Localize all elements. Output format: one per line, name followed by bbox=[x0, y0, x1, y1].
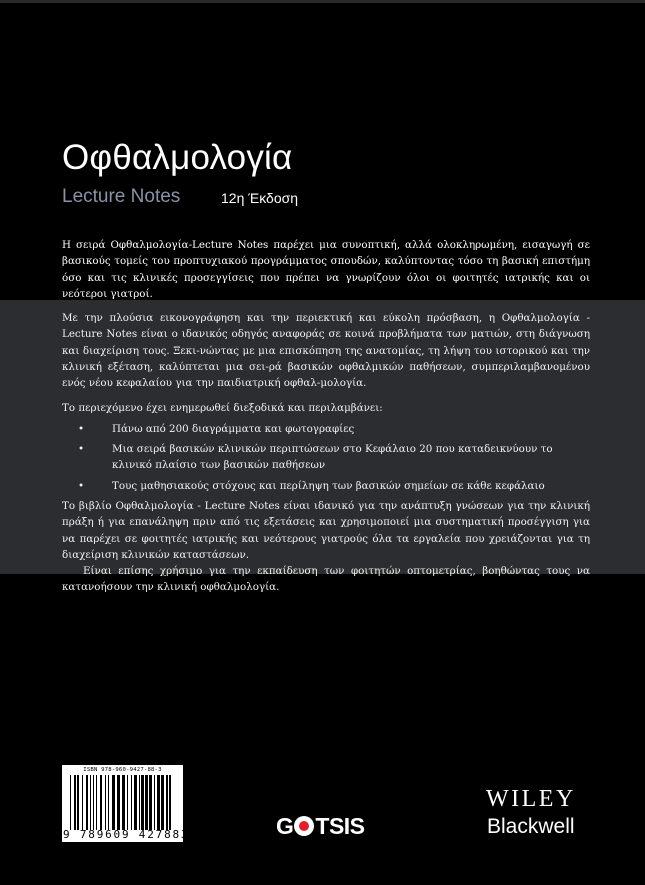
top-edge-line bbox=[0, 0, 645, 3]
barcode-bar bbox=[134, 775, 137, 830]
feature-list-item bbox=[62, 441, 590, 474]
series-name: Lecture Notes bbox=[62, 186, 181, 207]
gotsis-logo-text-start: G bbox=[276, 813, 294, 839]
barcode-bar bbox=[117, 775, 120, 830]
feature-list-item bbox=[62, 478, 590, 494]
wiley-logo: WILEY bbox=[486, 786, 576, 812]
isbn-barcode bbox=[62, 765, 190, 842]
barcode-bar bbox=[90, 775, 91, 830]
edition-label: 12η Έκδοση bbox=[221, 190, 299, 206]
feature-list-item bbox=[62, 421, 590, 437]
barcode-bar bbox=[145, 775, 148, 830]
barcode-bars-icon bbox=[70, 775, 178, 830]
barcode-bar bbox=[166, 775, 168, 830]
barcode-bar bbox=[105, 775, 106, 830]
barcode-bar bbox=[96, 775, 97, 830]
barcode-bar bbox=[82, 775, 83, 830]
isbn-number: ISBN 978-960-9427-88-3 bbox=[83, 767, 162, 773]
intro-paragraph: Η σειρά Οφθαλμολογία-Lecture Notes παρέχει μια συνοπτική, αλλά ολοκληρωμένη, εισαγωγή σε βασικούς τομείς του προπτυχιακού προγράμματος σπουδών, καλύπτοντας τόσο τη βασική επιστήμη όσο και τις κλινικές προσεγγίσεις που πρέπει να γνωρίζουν όλοι οι φοιτητές ιατρικής και οι νεότεροι γιατροί. bbox=[62, 239, 590, 300]
description-band bbox=[0, 300, 645, 594]
barcode-bar bbox=[149, 775, 152, 830]
description-paragraph-2: Το περιεχόμενο έχει ενημερωθεί διεξοδικά και περιλαμβάνει: bbox=[62, 402, 383, 415]
description-paragraph-4: Είναι επίσης χρήσιμο για την εκπαίδευση των φοιτητών οπτομετρίας, βοηθώντας τους να κατανοήσουν την κλινική οφθαλμολογία. bbox=[62, 565, 590, 594]
barcode-bar bbox=[93, 775, 94, 830]
blackwell-logo: Blackwell bbox=[487, 815, 575, 838]
bullet-icon: • bbox=[78, 443, 85, 456]
bullet-icon: • bbox=[78, 479, 85, 492]
gotsis-logo-dot-icon bbox=[294, 816, 314, 836]
feature-text: Τους μαθησιακούς στόχους και περίληψη των βασικών σημείων σε κάθε κεφάλαιο bbox=[112, 479, 545, 492]
barcode-bar bbox=[127, 775, 128, 830]
gotsis-logo bbox=[276, 813, 365, 839]
barcode-bar bbox=[161, 775, 164, 830]
barcode-bar bbox=[169, 775, 171, 830]
feature-list bbox=[62, 421, 590, 494]
barcode-bar bbox=[139, 775, 140, 830]
feature-text: Πάνω από 200 διαγράμματα και φωτογραφίες bbox=[112, 422, 355, 435]
barcode-bar bbox=[112, 775, 115, 830]
gotsis-logo-text-end: TSIS bbox=[315, 813, 365, 839]
book-title: Οφθαλμολογία bbox=[62, 138, 293, 177]
barcode-bar bbox=[74, 775, 76, 830]
barcode-bar bbox=[100, 775, 102, 830]
barcode-bar bbox=[77, 775, 79, 830]
barcode-bar bbox=[154, 775, 155, 830]
ean-number: 9 789609 427883 bbox=[63, 828, 190, 841]
barcode-bar bbox=[86, 775, 88, 830]
feature-text: Μια σειρά βασικών κλινικών περιπτώσεων στο Κεφάλαιο 20 που καταδεικνύουν το κλινικό πλαίσιο των βασικών παθήσεων bbox=[112, 443, 553, 472]
barcode-bar bbox=[108, 775, 109, 830]
barcode-bar bbox=[70, 775, 71, 830]
description-paragraph-3: Το βιβλίο Οφθαλμολογία - Lecture Notes είναι ιδανικό για την ανάπτυξη γνώσεων για την κλινική πράξη ή για επανάληψη πριν από τις εξετάσεις και χρησιμοποιεί μια συστηματική προσέγγιση για να παρέχει σε φοιτητές ιατρικής και νεότερους γιατρούς όλα τα εργαλεία που χρειάζονται για τη διαχείριση κλινικών καταστάσεων. bbox=[62, 499, 590, 561]
description-paragraph-1: Με την πλούσια εικονογράφηση και την περιεκτική και εύκολη πρόσβαση, η Οφθαλμολογία - Lecture Notes είναι ο ιδανικός οδηγός αναφοράς σε κοινά προβλήματα των ματιών, στη διάγνωση και διαχείριση τους. Ξεκι-νώντας με μια επισκόπηση της ανατομίας, τη λήψη του ιστορικού και την κλινική εξέταση, καλύπτεται μια σει-ρά βασικών οφθαλμικών παθήσεων, συμπεριλαμβανομένου ενός νέου κεφαλαίου για την παιδιατρική οφθαλ-μολογία. bbox=[62, 312, 590, 390]
barcode-bar bbox=[157, 775, 160, 830]
barcode-bar bbox=[122, 775, 125, 830]
barcode-bar bbox=[141, 775, 144, 830]
description-content bbox=[62, 310, 590, 596]
bullet-icon: • bbox=[78, 422, 85, 435]
barcode-bar bbox=[131, 775, 132, 830]
